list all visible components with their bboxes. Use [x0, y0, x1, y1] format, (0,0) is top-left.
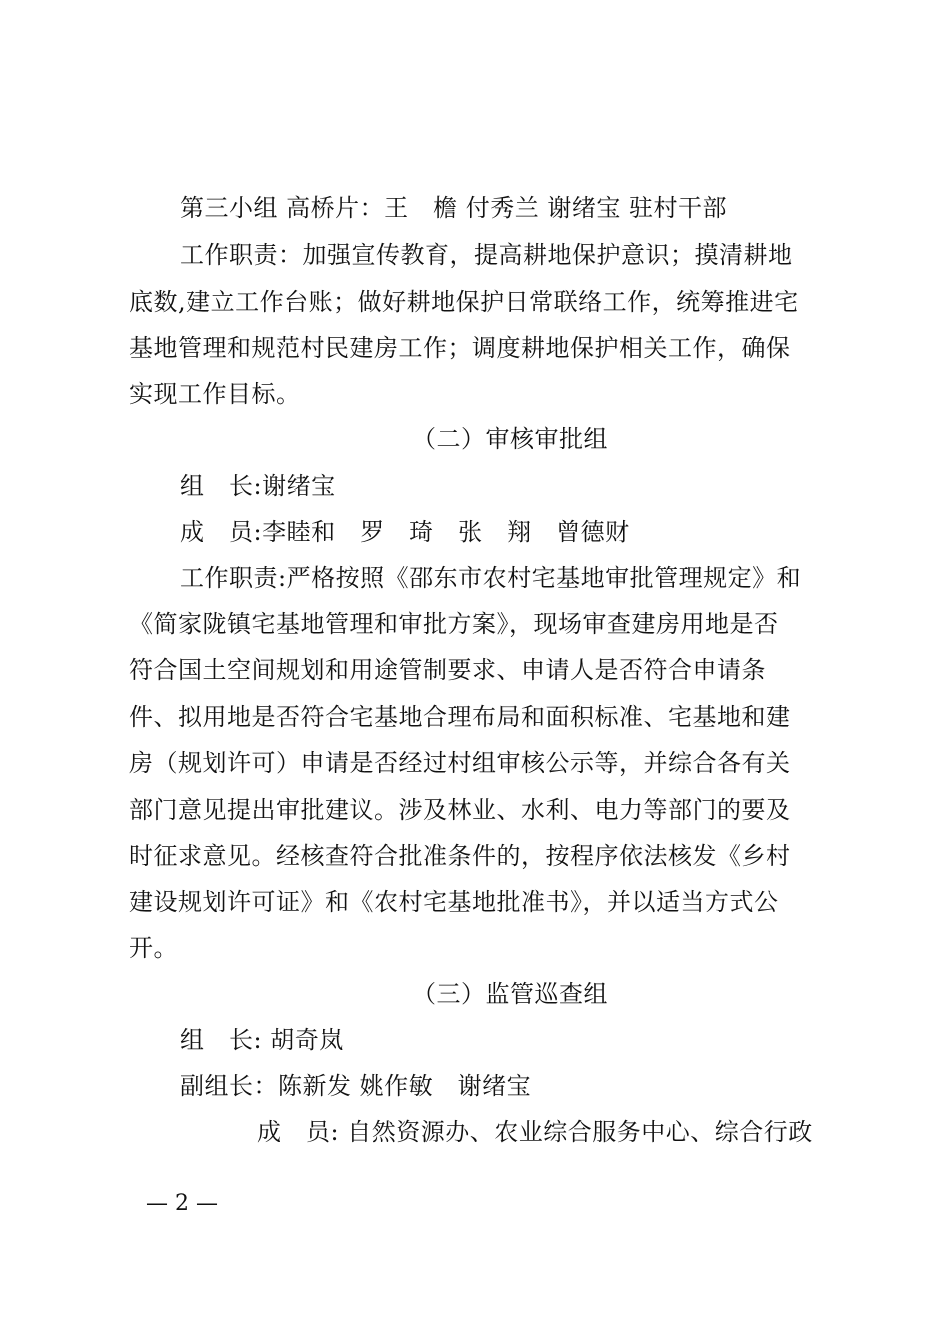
duty-paragraph-line: 工作职责：加强宣传教育，提高耕地保护意识；摸清耕地 [180, 241, 793, 269]
review-duty-line: 开。 [129, 934, 178, 962]
duty-paragraph-line: 基地管理和规范村民建房工作；调度耕地保护相关工作，确保 [129, 334, 791, 362]
review-duty-line: 工作职责:严格按照《邵东市农村宅基地审批管理规定》和 [180, 564, 802, 592]
section-heading-supervision: （三）监管巡查组 [412, 980, 608, 1008]
review-duty-line: 符合国土空间规划和用途管制要求、申请人是否符合申请条 [129, 656, 766, 684]
duty-paragraph-line: 实现工作目标。 [129, 380, 301, 408]
review-group-members: 成 员:李睦和 罗 琦 张 翔 曾德财 [180, 518, 630, 546]
duty-paragraph-line: 底数,建立工作台账；做好耕地保护日常联络工作，统筹推进宅 [129, 288, 799, 316]
page-number: — 2 — [146, 1191, 218, 1216]
review-duty-line: 时征求意见。经核查符合批准条件的，按程序依法核发《乡村 [129, 842, 791, 870]
group-three-members: 第三小组 高桥片：王 檐 付秀兰 谢绪宝 驻村干部 [180, 194, 728, 222]
supervision-group-leader: 组 长: 胡奇岚 [180, 1026, 344, 1054]
supervision-members: 成 员: 自然资源办、农业综合服务中心、综合行政 [257, 1118, 813, 1146]
supervision-deputy-leaders: 副组长：陈新发 姚作敏 谢绪宝 [180, 1072, 532, 1100]
review-group-leader: 组 长:谢绪宝 [180, 472, 336, 500]
section-heading-review: （二）审核审批组 [412, 425, 608, 453]
review-duty-line: 《简家陇镇宅基地管理和审批方案》，现场审查建房用地是否 [129, 610, 779, 638]
review-duty-line: 建设规划许可证》和《农村宅基地批准书》，并以适当方式公 [129, 888, 779, 916]
review-duty-line: 件、拟用地是否符合宅基地合理布局和面积标准、宅基地和建 [129, 703, 791, 731]
review-duty-line: 房（规划许可）申请是否经过村组审核公示等，并综合各有关 [129, 749, 791, 777]
review-duty-line: 部门意见提出审批建议。涉及林业、水利、电力等部门的要及 [129, 796, 791, 824]
